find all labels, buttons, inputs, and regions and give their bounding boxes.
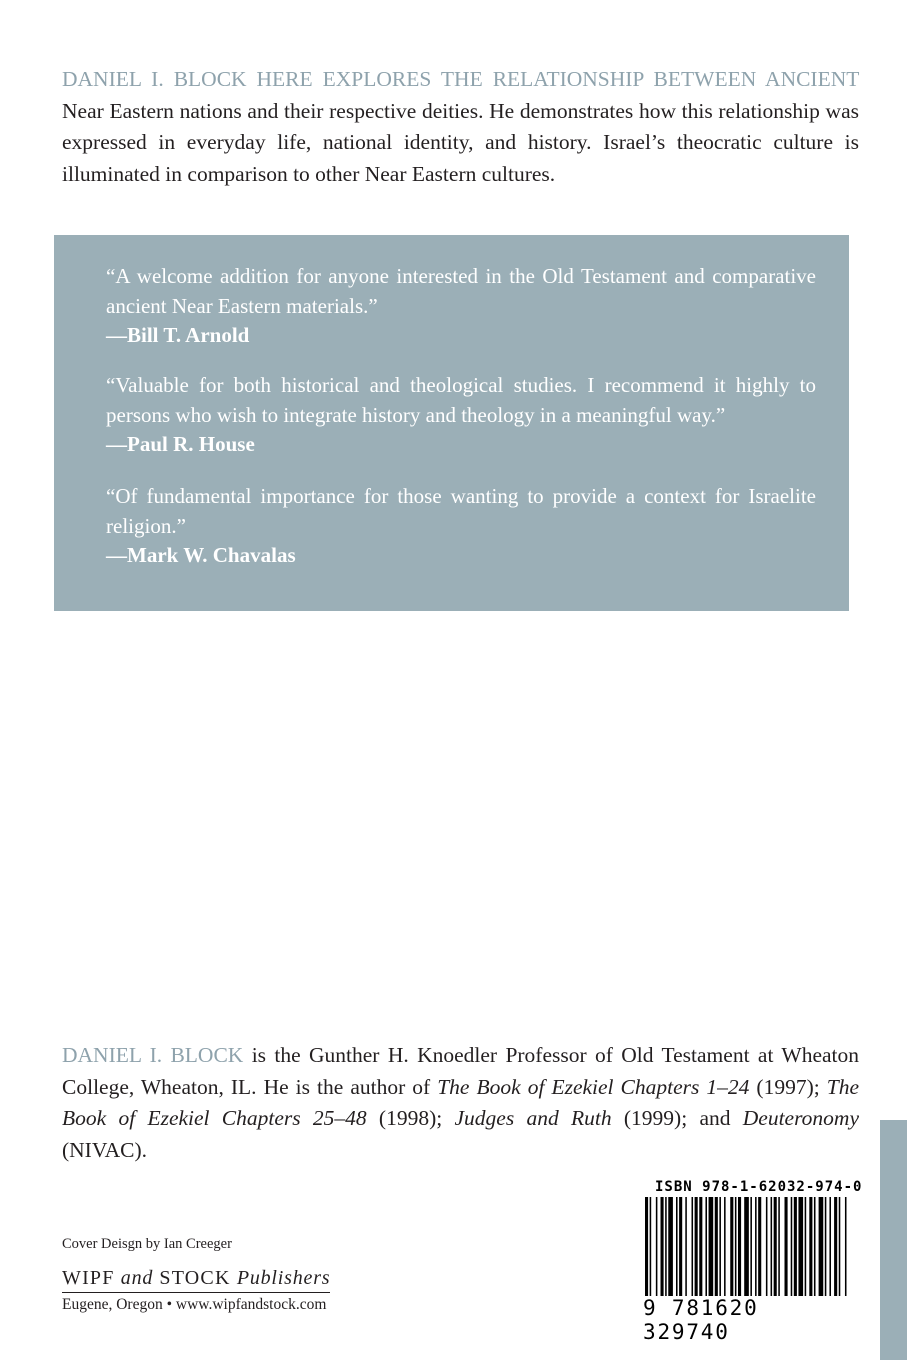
barcode-bar bbox=[699, 1197, 702, 1297]
barcode-bar bbox=[809, 1197, 812, 1297]
barcode-bar bbox=[755, 1197, 757, 1297]
barcode-bar bbox=[805, 1197, 807, 1297]
barcode-bar bbox=[778, 1197, 780, 1297]
bio-text: (1997); bbox=[749, 1074, 827, 1099]
barcode-bar bbox=[839, 1197, 841, 1297]
barcode-bar bbox=[758, 1197, 761, 1297]
barcode-bar bbox=[785, 1197, 788, 1297]
intro-body: Near Eastern nations and their respective deities. He demonstrates how this relationship was expressed in everyday life, national identity, and history. Israel’s theocratic culture is illuminated in comparison to other Near Eastern cultures. bbox=[62, 98, 859, 186]
bio-text: (1999); and bbox=[611, 1106, 743, 1130]
barcode-bar bbox=[715, 1197, 718, 1297]
publisher-word: Publishers bbox=[236, 1267, 331, 1289]
quote-author: —Paul R. House bbox=[106, 432, 255, 456]
barcode-bar bbox=[798, 1197, 803, 1297]
barcode-bar bbox=[819, 1197, 824, 1297]
quote-author: —Mark W. Chavalas bbox=[106, 543, 296, 567]
barcode-bar bbox=[709, 1197, 714, 1297]
barcode-bar bbox=[685, 1197, 687, 1297]
book-title: Deuteronomy bbox=[742, 1106, 859, 1130]
barcode-bar bbox=[750, 1197, 752, 1297]
barcode-bar bbox=[695, 1197, 698, 1297]
barcode-bar bbox=[692, 1197, 694, 1297]
cover-design-credit: Cover Deisgn by Ian Creeger bbox=[62, 1236, 232, 1252]
book-title: The Book of Ezekiel Chapters 25–48 bbox=[62, 1074, 859, 1130]
spine-color-tab bbox=[880, 1120, 907, 1360]
barcode-bar bbox=[668, 1197, 673, 1297]
intro-paragraph bbox=[62, 64, 859, 190]
barcode-bar bbox=[829, 1197, 831, 1297]
barcode-bar bbox=[814, 1197, 816, 1297]
book-title: The Book of Ezekiel Chapters 1–24 bbox=[437, 1074, 750, 1099]
barcode-bar bbox=[656, 1197, 658, 1297]
barcode-bar bbox=[679, 1197, 682, 1297]
bio-text: is the Gunther H. Knoedler Professor of Old Testament at Wheaton College, Wheaton, IL. He is the author of bbox=[62, 1043, 859, 1099]
barcode-bar bbox=[730, 1197, 733, 1297]
barcode-bar bbox=[705, 1197, 707, 1297]
quote-author: —Bill T. Arnold bbox=[106, 323, 250, 347]
quote-text: “A welcome addition for anyone interested in the Old Testament and comparative ancient Near Eastern materials.” bbox=[106, 264, 816, 318]
barcode-bar bbox=[791, 1197, 793, 1297]
barcode-bar bbox=[794, 1197, 797, 1297]
barcode-bar bbox=[645, 1197, 648, 1297]
endorsement-quote bbox=[106, 482, 816, 571]
author-name: DANIEL I. BLOCK bbox=[62, 1043, 244, 1067]
barcode-bar bbox=[665, 1197, 667, 1297]
endorsement-quote bbox=[106, 371, 816, 460]
barcode-bar bbox=[771, 1197, 773, 1297]
barcode-bar bbox=[724, 1197, 726, 1297]
isbn-label: ISBN 978-1-62032-974-0 bbox=[655, 1179, 863, 1195]
barcode-bar bbox=[661, 1197, 664, 1297]
barcode-bar bbox=[719, 1197, 721, 1297]
barcode-bar bbox=[766, 1197, 768, 1297]
author-bio bbox=[62, 1040, 859, 1166]
barcode-bar bbox=[845, 1197, 847, 1297]
bio-text: (1998); bbox=[366, 1106, 455, 1130]
publisher-word: and bbox=[120, 1267, 154, 1289]
barcode-bar bbox=[774, 1197, 777, 1297]
barcode-bar bbox=[738, 1197, 741, 1297]
publisher-word: STOCK bbox=[153, 1267, 237, 1289]
endorsement-quote bbox=[106, 262, 816, 351]
barcode-bar bbox=[834, 1197, 837, 1297]
barcode-digits: 9 781620 329740 bbox=[643, 1296, 850, 1344]
intro-lead: DANIEL I. BLOCK HERE EXPLORES THE RELATIONSHIP BETWEEN ANCIENT bbox=[62, 67, 859, 91]
barcode-bar bbox=[744, 1197, 749, 1297]
publisher-logo bbox=[62, 1267, 330, 1293]
barcode-bar bbox=[825, 1197, 827, 1297]
bio-text: (NIVAC). bbox=[62, 1137, 148, 1162]
quote-text: “Valuable for both historical and theological studies. I recommend it highly to persons who wish to integrate history and theology in a meaningful way.” bbox=[106, 373, 816, 427]
barcode-bar bbox=[650, 1197, 652, 1297]
barcode-bars bbox=[643, 1197, 850, 1297]
book-title: Judges and Ruth bbox=[454, 1106, 612, 1130]
endorsements-box bbox=[54, 235, 849, 611]
publisher-word: WIPF bbox=[62, 1267, 121, 1289]
quote-text: “Of fundamental importance for those wanting to provide a context for Israelite religion.” bbox=[106, 484, 816, 538]
barcode-bar bbox=[735, 1197, 737, 1297]
barcode-bar bbox=[676, 1197, 678, 1297]
publisher-location: Eugene, Oregon • www.wipfandstock.com bbox=[62, 1296, 327, 1313]
